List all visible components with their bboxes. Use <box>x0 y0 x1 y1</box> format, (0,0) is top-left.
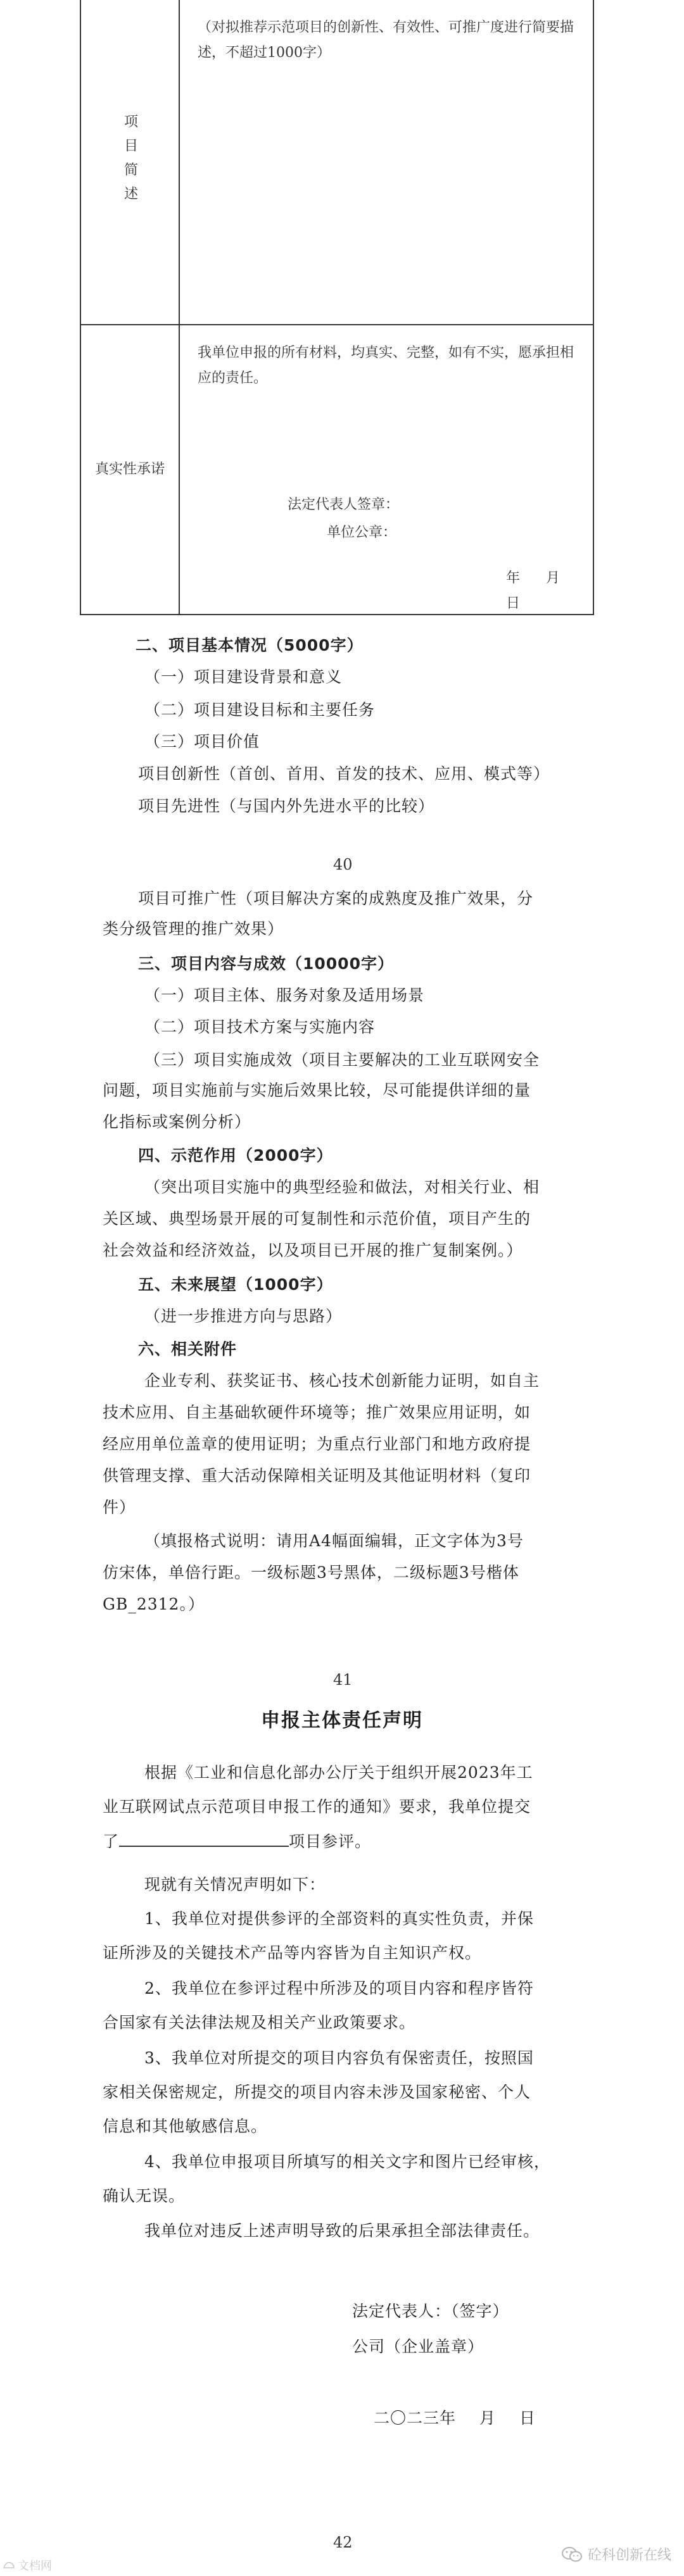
project-advanced: 项目先进性（与国内外先进水平的比较） <box>138 797 435 815</box>
authenticity-label-cell <box>81 325 180 614</box>
page-number-40: 40 <box>333 856 353 873</box>
section4-line1: （突出项目实施中的典型经验和做法，对相关行业、相 <box>144 1178 540 1196</box>
section2-item2: （二）项目建设目标和主要任务 <box>144 701 376 719</box>
project-summary-content <box>180 0 593 324</box>
section3-heading: 三、项目内容与成效（10000字） <box>138 954 394 973</box>
section6-line4: 供管理支撑、重大活动保障相关证明及其他证明材料（复印 <box>103 1466 531 1485</box>
page-number-41: 41 <box>333 1671 353 1689</box>
watermark-right-text: 砼科创新在线 <box>587 2548 671 2563</box>
section6-line3: 经应用单位盖章的使用证明；为重点行业部门和地方政府提 <box>103 1435 531 1453</box>
statement-1-line1: 1、我单位对提供参评的全部资料的真实性负责，并保 <box>144 1910 534 1928</box>
legal-rep-signature: 法定代表人签章： <box>288 497 400 513</box>
declaration-company-seal: 公司（企业盖章） <box>352 2337 484 2356</box>
unit-seal: 单位公章： <box>327 525 397 541</box>
declaration-date: 二〇二三年 月 日 <box>374 2409 536 2427</box>
section3-item3-line1: （三）项目实施成效（项目主要解决的工业互联网安全 <box>144 1051 540 1069</box>
authenticity-content <box>180 325 593 614</box>
statement-3-line3: 信息和其他敏感信息。 <box>103 2117 268 2135</box>
section3-item3-line2: 问题，项目实施前与实施后效果比较，尽可能提供详细的量 <box>103 1081 531 1099</box>
declaration-legal-rep: 法定代表人：（签字） <box>352 2302 509 2320</box>
project-summary-row <box>81 0 593 325</box>
authenticity-label: 真实性承诺 <box>94 461 165 477</box>
declaration-intro-line2: 业互联网试点示范项目申报工作的通知》要求，我单位提交 <box>103 1798 531 1816</box>
section6-heading: 六、相关附件 <box>138 1340 238 1358</box>
wechat-icon <box>561 2546 583 2563</box>
section5-line1: （进一步推进方向与思路） <box>144 1307 343 1325</box>
statement-3-line2: 家相关保密规定，所提交的项目内容未涉及国家秘密、个人 <box>103 2083 531 2101</box>
declaration-title: 申报主体责任声明 <box>261 1710 423 1732</box>
statement-2-line2: 合国家有关法律法规及相关产业政策要求。 <box>103 2013 416 2032</box>
statement-4-line2: 确认无误。 <box>103 2187 186 2205</box>
section6-line1: 企业专利、获奖证书、核心技术创新能力证明，如自主 <box>144 1372 540 1390</box>
project-summary-hint: （对拟推荐示范项目的创新性、有效性、可推广度进行简要描述，不超过1000字） <box>198 20 574 61</box>
project-name-blank <box>119 1829 289 1847</box>
statement-1-line2: 证所涉及的关键技术产品等内容皆为自主知识产权。 <box>103 1944 482 1962</box>
statement-2-line1: 2、我单位在参评过程中所涉及的项目内容和程序皆符 <box>144 1979 534 1998</box>
statement-4-line1: 4、我单位申报项目所填写的相关文字和图片已经审核， <box>144 2153 550 2171</box>
section6-line2: 技术应用、自主基础软硬件环境等；推广效果应用证明，如 <box>103 1403 531 1422</box>
format-note-line3: GB_2312。） <box>103 1595 205 1613</box>
project-promotion-line1: 项目可推广性（项目解决方案的成熟度及推广效果，分 <box>138 889 534 908</box>
format-note-line2: 仿宋体，单倍行距。一级标题3号黑体，二级标题3号楷体 <box>103 1563 519 1582</box>
section4-heading: 四、示范作用（2000字） <box>138 1146 333 1165</box>
section4-line2: 关区域、典型场景开展的可复制性和示范价值，项目产生的 <box>103 1210 531 1228</box>
section2-item3: （三）项目价值 <box>144 732 260 751</box>
statement-intro: 现就有关情况声明如下： <box>144 1875 326 1894</box>
watermark-left-icon <box>3 2560 15 2570</box>
section6-line5: 件） <box>103 1498 136 1516</box>
watermark-left <box>3 2557 52 2573</box>
project-promotion-line2: 类分级管理的推广效果） <box>103 920 284 938</box>
declaration-intro-line1: 根据《工业和信息化部办公厅关于组织开展2023年工 <box>144 1763 533 1782</box>
project-innovation: 项目创新性（首创、首用、首发的技术、应用、模式等） <box>138 765 550 783</box>
project-summary-label: 项目简述 <box>122 114 138 210</box>
format-note-line1: （填报格式说明：请用A4幅面编辑，正文字体为3号 <box>144 1532 524 1550</box>
section4-line3: 社会效益和经济效益，以及项目已开展的推广复制案例。） <box>103 1241 523 1260</box>
watermark-left-text: 文档网 <box>18 2560 52 2573</box>
project-form-table <box>80 0 594 615</box>
section3-item3-line3: 化指标或案例分析） <box>103 1113 251 1131</box>
declaration-intro-suffix: 项目参评。 <box>289 1832 372 1851</box>
authenticity-row <box>81 325 593 614</box>
section3-item2: （二）项目技术方案与实施内容 <box>144 1018 376 1036</box>
table-date: 年 月 日 <box>506 570 560 611</box>
page-number-42: 42 <box>333 2534 353 2551</box>
statement-3-line1: 3、我单位对所提交的项目内容负有保密责任，按照国 <box>144 2049 534 2067</box>
project-summary-label-cell <box>81 0 180 324</box>
authenticity-statement: 我单位申报的所有材料，均真实、完整，如有不实，愿承担相应的责任。 <box>198 345 574 386</box>
declaration-intro-line3 <box>103 1829 371 1854</box>
section3-item1: （一）项目主体、服务对象及适用场景 <box>144 986 425 1004</box>
section2-heading: 二、项目基本情况（5000字） <box>136 636 364 654</box>
watermark-right <box>561 2544 671 2564</box>
section5-heading: 五、未来展望（1000字） <box>138 1275 333 1294</box>
declaration-intro-prefix: 了 <box>103 1832 120 1851</box>
section2-item1: （一）项目建设背景和意义 <box>144 668 343 686</box>
closing-statement: 我单位对违反上述声明导致的后果承担全部法律责任。 <box>144 2222 540 2240</box>
